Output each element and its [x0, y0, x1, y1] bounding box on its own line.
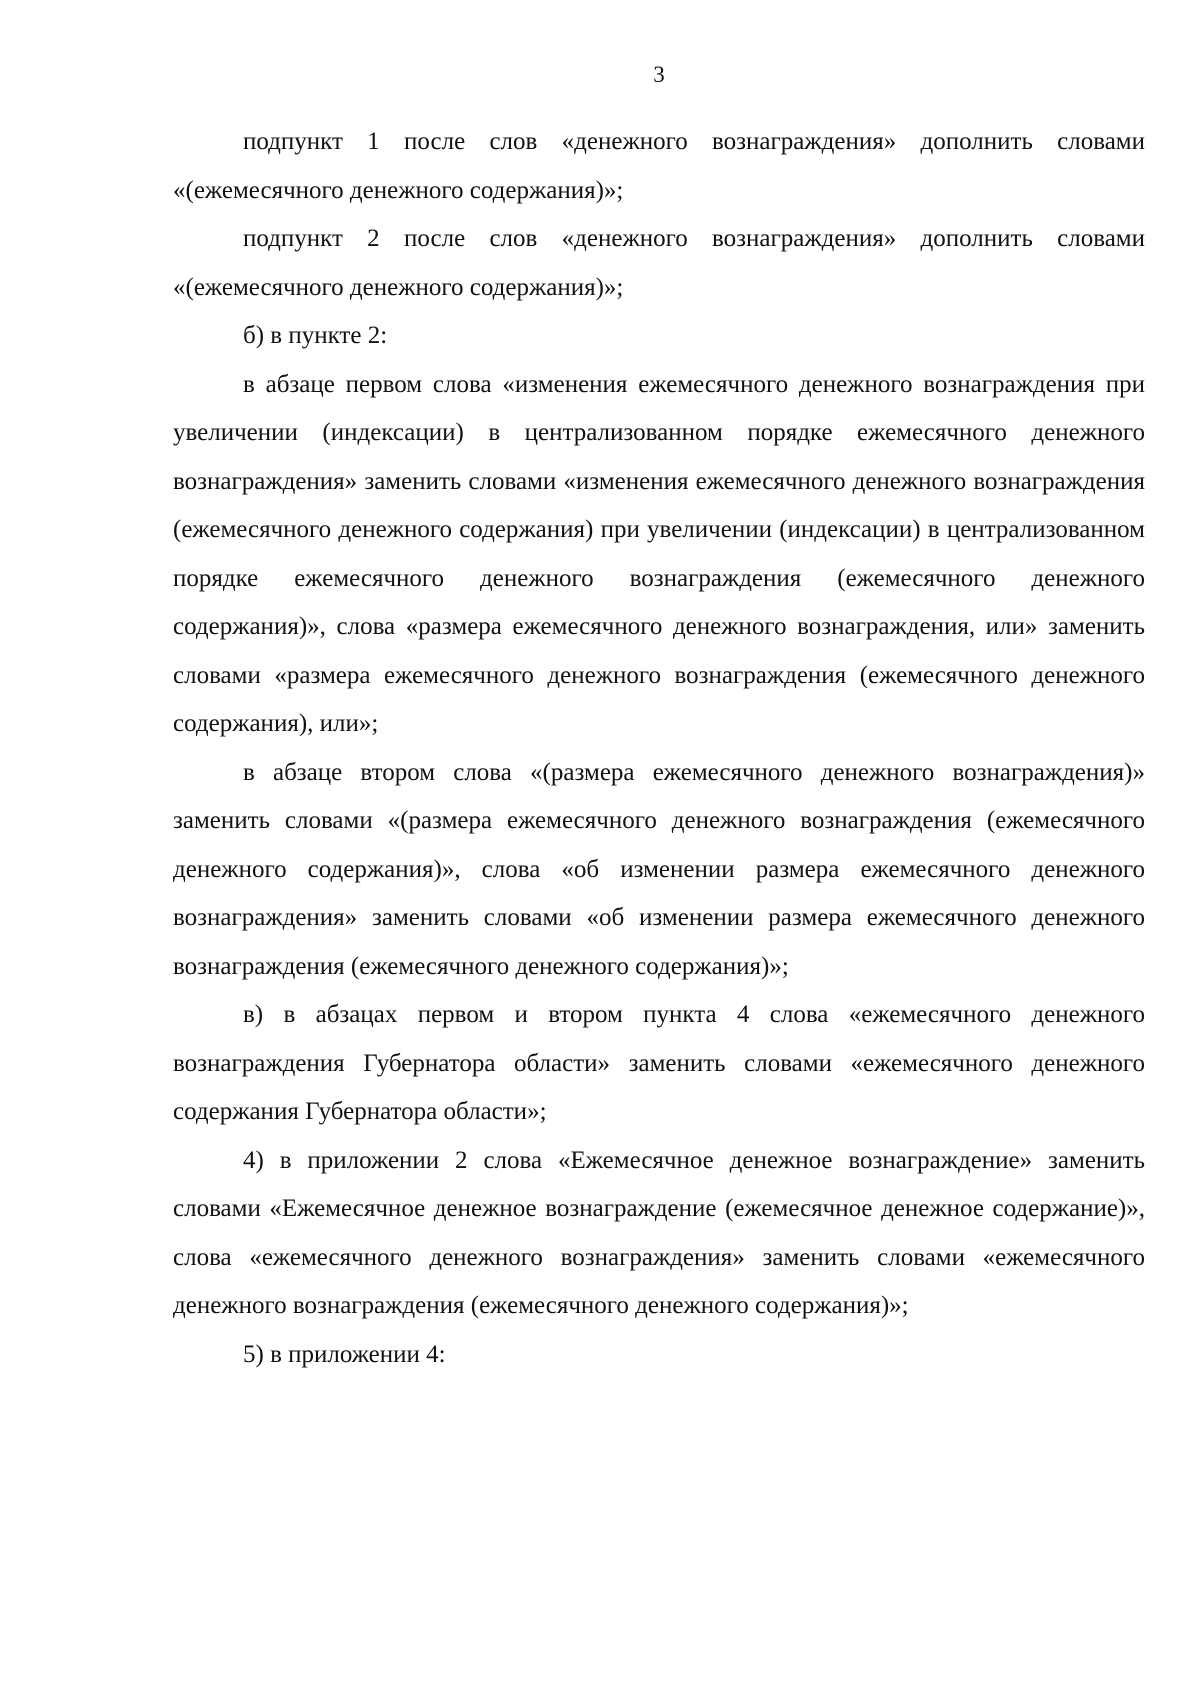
- paragraph: 4) в приложении 2 слова «Ежемесячное денежное вознаграждение» заменить словами «Ежемесячное денежное вознаграждение (ежемесячное денежное содержание)», слова «ежемесячного денежного вознаграждения» заменить словами «ежемесячного денежного вознаграждения (ежемесячного денежного содержания)»;: [173, 1146, 1145, 1319]
- paragraph: в абзаце втором слова «(размера ежемесячного денежного вознаграждения)» заменить словами «(размера ежемесячного денежного вознаграждения (ежемесячного денежного содержания)», слова «об изменении размера ежемесячного денежного вознаграждения» заменить словами «об изменении размера ежемесячного денежного вознаграждения (ежемесячного денежного содержания)»;: [173, 758, 1145, 980]
- page-number: 3: [653, 62, 665, 87]
- paragraph: б) в пункте 2:: [243, 322, 388, 349]
- paragraph: в) в абзацах первом и втором пункта 4 слова «ежемесячного денежного вознаграждения Губернатора области» заменить словами «ежемесячного денежного содержания Губернатора области»;: [173, 1001, 1145, 1125]
- document-body: [173, 118, 1145, 1379]
- paragraph: подпункт 1 после слов «денежного вознаграждения» дополнить словами «(ежемесячного денежного содержания)»;: [173, 128, 1145, 204]
- paragraph: 5) в приложении 4:: [243, 1340, 446, 1368]
- paragraph: в абзаце первом слова «изменения ежемесячного денежного вознаграждения при увеличении (индексации) в централизованном порядке ежемесячного денежного вознаграждения» заменить словами «изменения ежемесячного денежного вознаграждения (ежемесячного денежного содержания) при увеличении (индексации) в централизованном порядке ежемесячного денежного вознаграждения (ежемесячного денежного содержания)», слова «размера ежемесячного денежного вознаграждения, или» заменить словами «размера ежемесячного денежного вознаграждения (ежемесячного денежного содержания), или»;: [173, 370, 1145, 737]
- paragraph: подпункт 2 после слов «денежного вознаграждения» дополнить словами «(ежемесячного денежного содержания)»;: [173, 225, 1145, 301]
